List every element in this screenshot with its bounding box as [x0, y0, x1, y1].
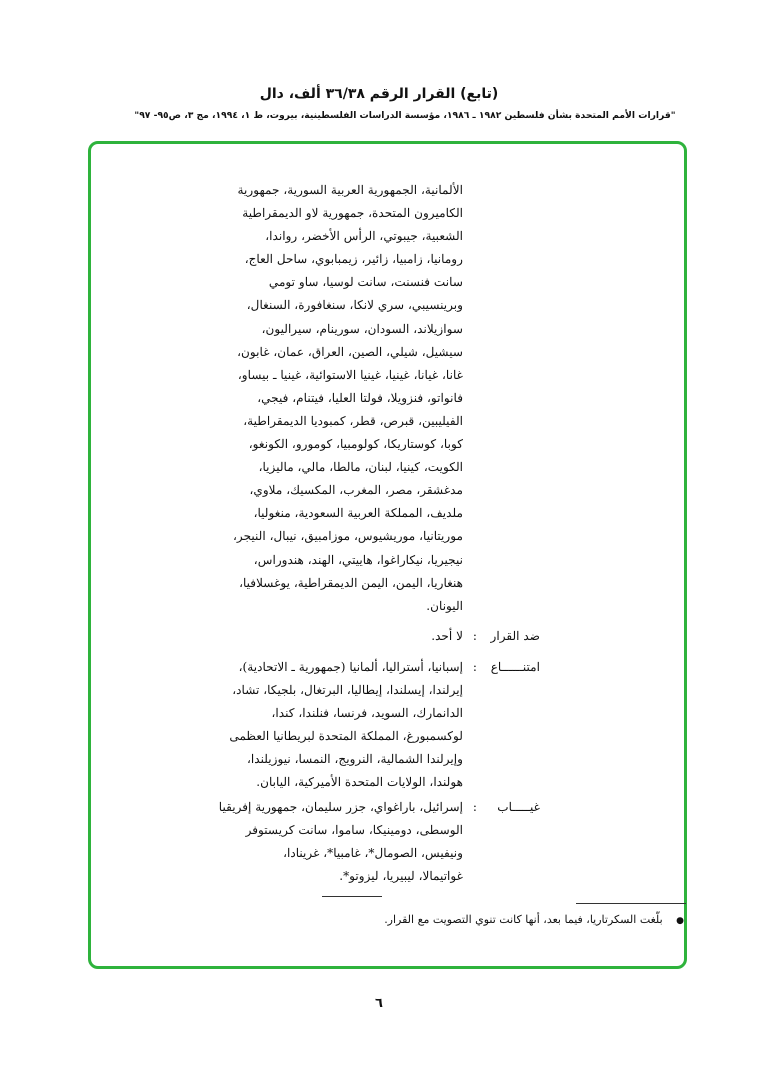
text-line: الوسطى، دومينيكا، ساموا، سانت كريستوفر: [245, 823, 463, 838]
text-line: لوكسمبورغ، المملكة المتحدة لبريطانيا العظمى: [229, 729, 463, 744]
text-line: سيشيل، شيلي، الصين، العراق، عمان، غابون،: [237, 344, 463, 359]
footnote-rule: [576, 903, 686, 904]
text-line: سانت فنسنت، سانت لوسيا، ساو تومي: [268, 275, 463, 290]
text-line: ملديف، المملكة العربية السعودية، منغوليا،: [253, 506, 463, 521]
text-line: نيجيريا، نيكاراغوا، هاييتي، الهند، هندوراس،: [253, 552, 463, 567]
text-line: سوازيلاند، السودان، سورينام، سيراليون،: [261, 321, 463, 336]
absent-text: [204, 796, 463, 888]
text-line: الفيليبين، قبرص، قطر، كمبوديا الديمقراطية،: [243, 413, 463, 428]
text-line: موريتانيا، موريشيوس، موزامبيق، نيبال، النيجر،: [233, 529, 463, 544]
abstaining-text: [204, 656, 463, 795]
text-line: اليونان.: [426, 598, 463, 613]
text-line: مدغشقر، مصر، المغرب، المكسيك، ملاوي،: [249, 483, 463, 498]
text-line: الكاميرون المتحدة، جمهورية لاو الديمقراطية: [242, 206, 463, 221]
text-line: وإيرلندا الشمالية، النرويج، النمسا، نيوزيلندا،: [247, 752, 463, 767]
footnote: [330, 913, 684, 926]
abstaining-label: امتنــــــاع: [490, 660, 540, 674]
text-line: لا أحد.: [431, 629, 463, 643]
absent-colon: :: [472, 800, 477, 814]
text-line: كوبا، كوستاريكا، كولومبيا، كومورو، الكونغو،: [248, 437, 463, 452]
against-label: ضد القرار: [490, 629, 540, 643]
footnote-text: بلّغت السكرتاريا، فيما بعد، أنها كانت تنوي التصويت مع القرار.: [384, 913, 663, 926]
against-text: [204, 625, 463, 648]
in-favour-list: [204, 179, 463, 618]
text-line: الشعبية، جيبوتي، الرأس الأخضر، رواندا،: [265, 229, 463, 244]
abstaining-colon: :: [472, 660, 477, 674]
text-line: غواتيمالا، ليبيريا، ليزوتو*.: [339, 869, 463, 884]
text-line: غانا، غيانا، غينيا، غينيا الاستوائية، غينيا ـ بيساو،: [237, 367, 463, 382]
text-line: الدانمارك، السويد، فرنسا، فنلندا، كندا،: [271, 706, 463, 721]
against-colon: :: [472, 629, 477, 643]
text-line: الكويت، كينيا، لبنان، مالطا، مالي، ماليزيا،: [258, 460, 463, 475]
page-number: ٦: [375, 996, 383, 1011]
text-line: رومانيا، زامبيا، زائير، زيمبابوي، ساحل العاج،: [244, 252, 463, 267]
footnote-bullet-icon: ●: [676, 916, 684, 926]
text-line: الألمانية، الجمهورية العربية السورية، جمهورية: [237, 183, 463, 197]
citation-subtitle: "قرارات الأمم المتحدة بشأن فلسطين ١٩٨٢ ـ ١٩٨٦، مؤسسة الدراسات الفلسطينية، بيروت، ط ١، ١٩٩٤، مج ٣، ص٩٥- ٩٧": [134, 110, 676, 121]
text-line: إيرلندا، إيسلندا، إيطاليا، البرتغال، بلجيكا، تشاد،: [232, 683, 463, 698]
text-line: وبرينسيبي، سري لانكا، سنغافورة، السنغال،: [246, 298, 463, 313]
text-line: إسرائيل، باراغواي، جزر سليمان، جمهورية إفريقيا: [218, 800, 463, 814]
text-line: هولندا، الولايات المتحدة الأميركية، اليابان.: [256, 775, 463, 790]
text-line: ونيفيس، الصومال*، غامبيا*، غرينادا،: [283, 846, 463, 861]
text-line: فانواتو، فنزويلا، فولتا العليا، فيتنام، فيجي،: [257, 390, 463, 405]
page-title: (تابع) القرار الرقم ٣٦/٣٨ ألف، دال: [259, 86, 499, 102]
text-line: إسبانيا، أستراليا، ألمانيا (جمهورية ـ الاتحادية)،: [238, 660, 463, 674]
section-divider: [322, 896, 382, 897]
absent-label: غيـــــاب: [497, 800, 540, 814]
text-line: هنغاريا، اليمن، اليمن الديمقراطية، يوغسلافيا،: [239, 575, 463, 590]
